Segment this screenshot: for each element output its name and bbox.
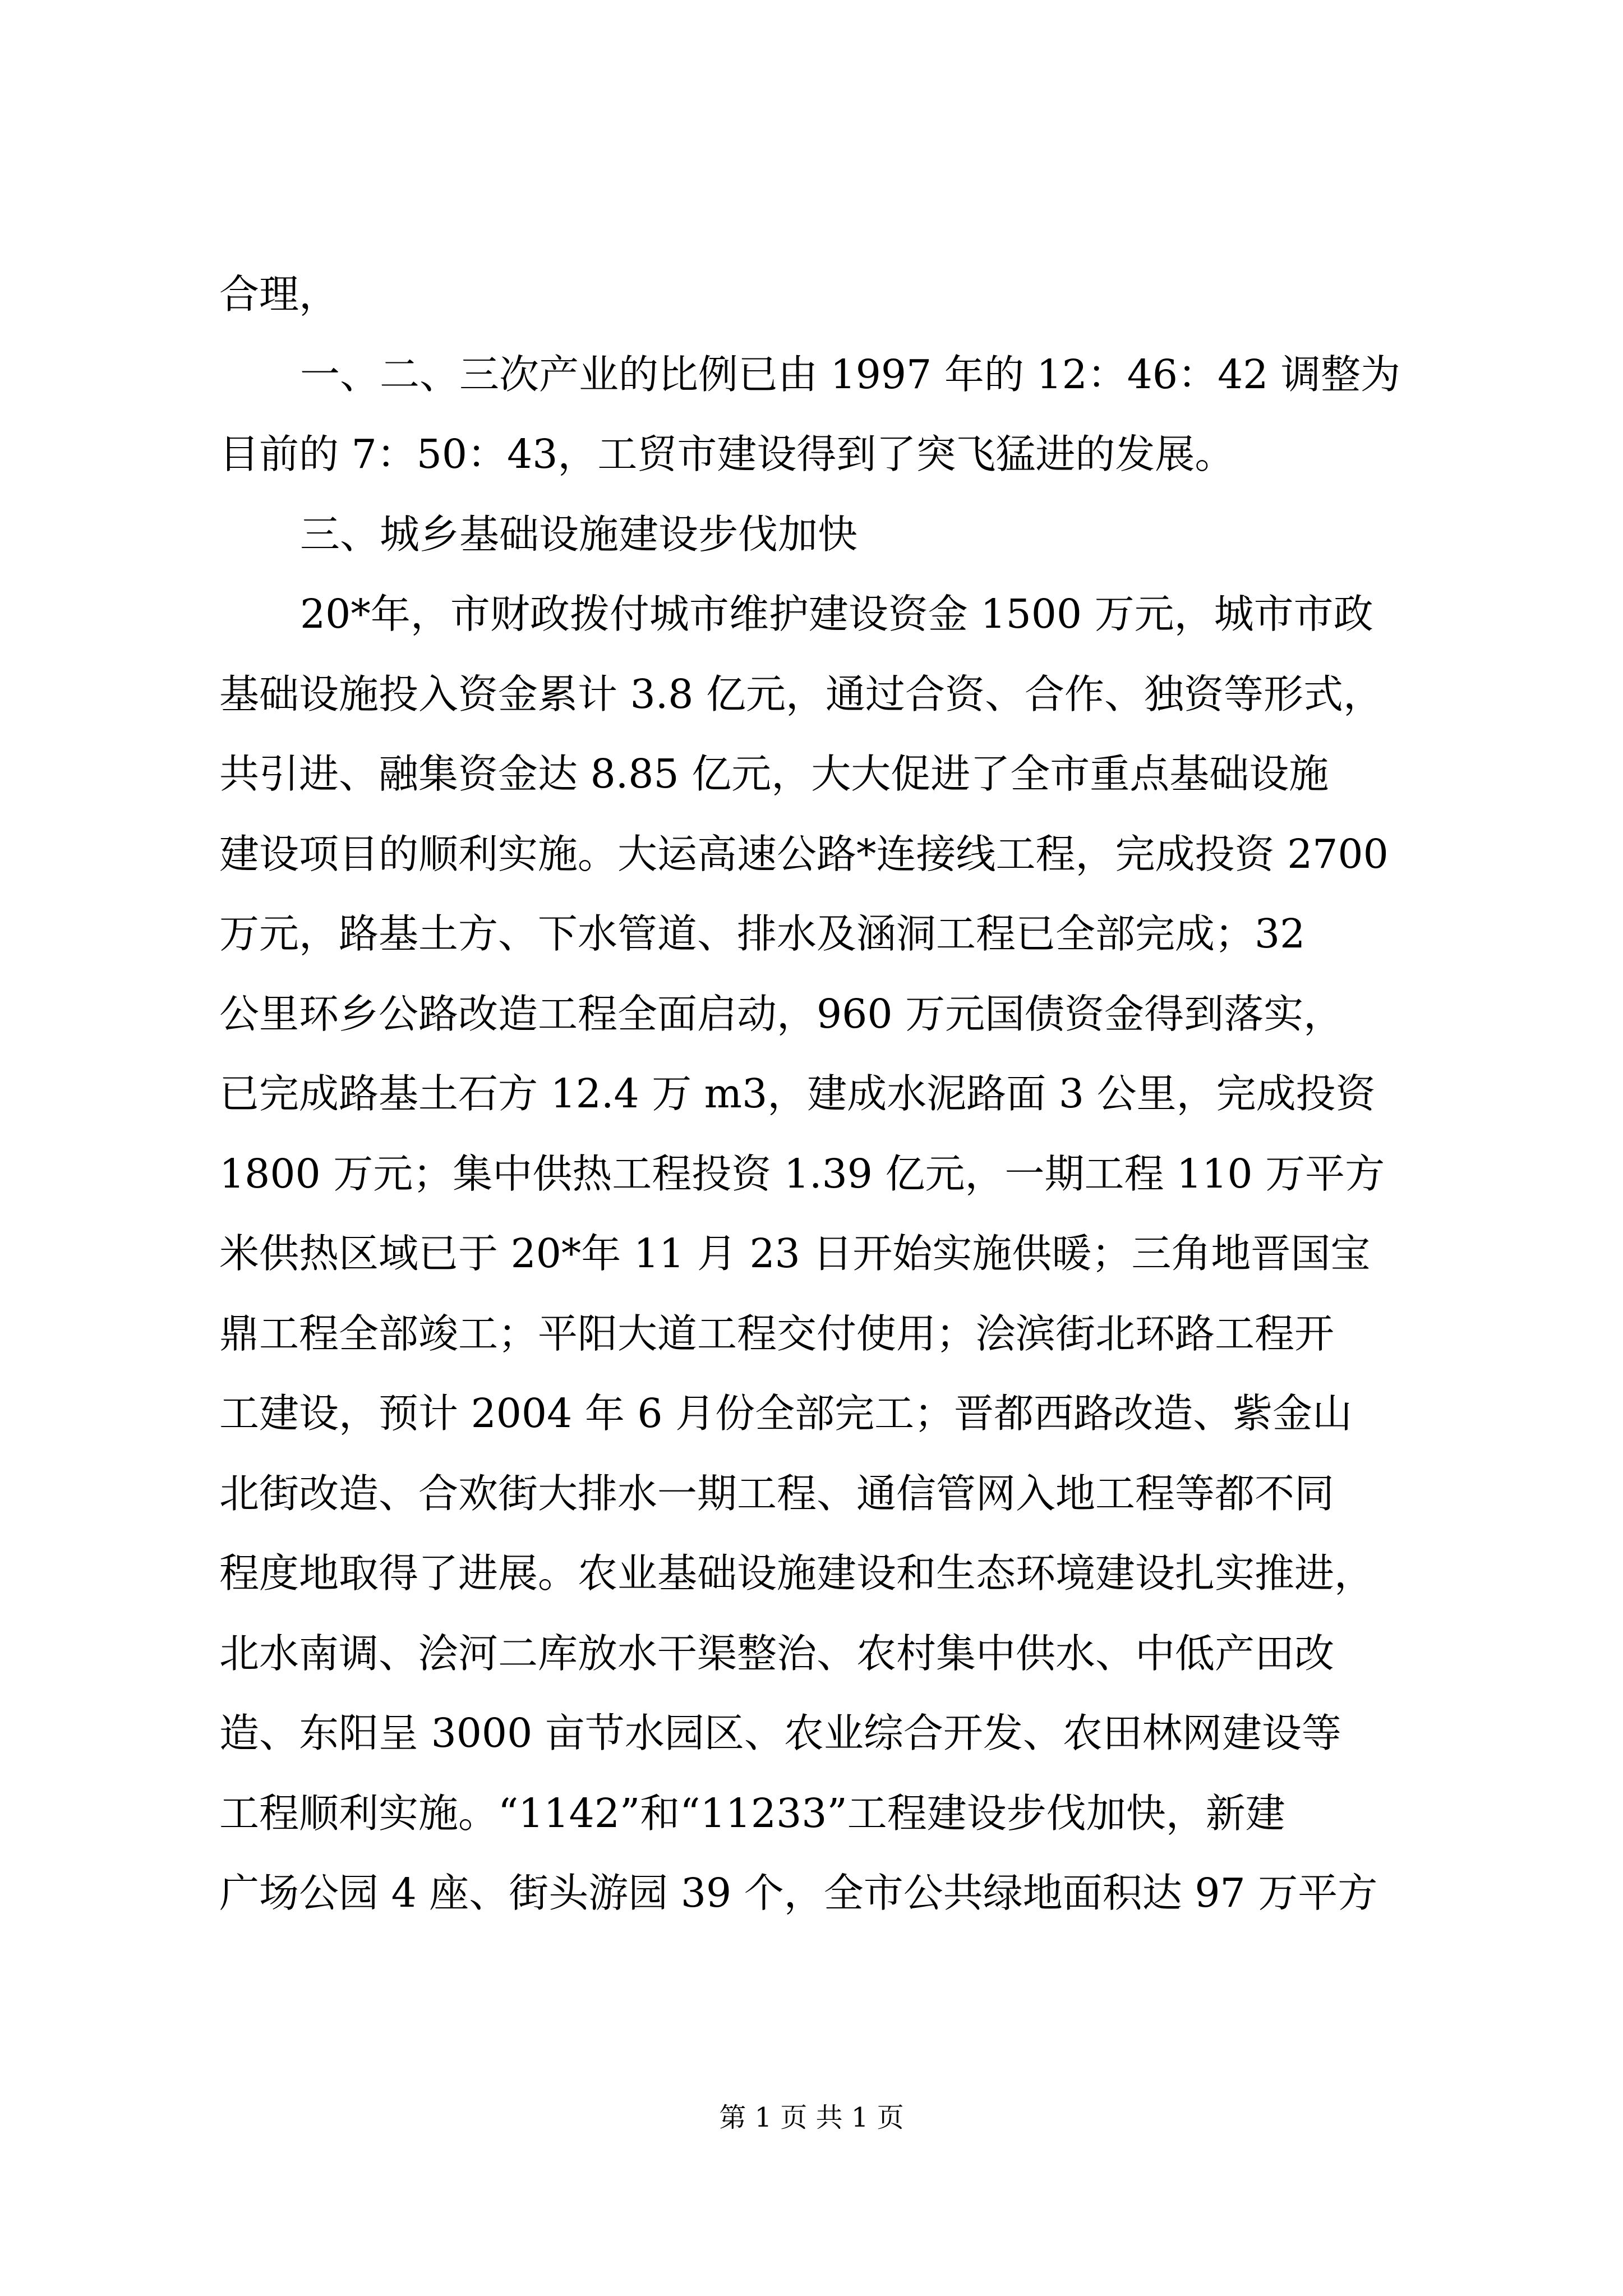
- text-line-7: 共引进、融集资金达 8.85 亿元，大大促进了全市重点基础设施: [219, 751, 1329, 797]
- text-line-2: 一、二、三次产业的比例已由 1997 年的 12：46：42 调整为: [300, 351, 1401, 398]
- text-line-12: 1800 万元；集中供热工程投资 1.39 亿元，一期工程 110 万平方: [219, 1150, 1385, 1197]
- text-line-11: 已完成路基土石方 12.4 万 m3，建成水泥路面 3 公里，完成投资: [219, 1070, 1376, 1117]
- text-line-5: 20*年，市财政拨付城市维护建设资金 1500 万元，城市市政: [300, 591, 1373, 637]
- page-number-label: 第 1 页 共 1 页: [719, 2102, 904, 2133]
- text-line-18: 北水南调、浍河二库放水干渠整治、农村集中供水、中低产田改: [219, 1630, 1335, 1677]
- text-line-21: 广场公园 4 座、街头游园 39 个，全市公共绿地面积达 97 万平方: [219, 1870, 1378, 1916]
- text-line-1: 合理，: [219, 271, 339, 318]
- text-line-9: 万元，路基土方、下水管道、排水及涵洞工程已全部完成；32: [219, 910, 1306, 957]
- text-line-10: 公里环乡公路改造工程全面启动，960 万元国债资金得到落实，: [219, 990, 1344, 1037]
- text-line-13: 米供热区域已于 20*年 11 月 23 日开始实施供暖；三角地晋国宝: [219, 1230, 1371, 1277]
- section-heading: 三、城乡基础设施建设步伐加快: [300, 510, 858, 558]
- text-line-14: 鼎工程全部竣工；平阳大道工程交付使用；浍滨街北环路工程开: [219, 1310, 1335, 1357]
- text-line-6: 基础设施投入资金累计 3.8 亿元，通过合资、合作、独资等形式，: [219, 670, 1384, 717]
- text-line-20: 工程顺利实施。“1142”和“11233”工程建设步伐加快，新建: [219, 1789, 1285, 1837]
- text-line-17: 程度地取得了进展。农业基础设施建设和生态环境建设扎实推进，: [219, 1550, 1375, 1596]
- text-line-3: 目前的 7：50：43，工贸市建设得到了突飞猛进的发展。: [219, 431, 1235, 477]
- text-line-15: 工建设，预计 2004 年 6 月份全部完工；晋都西路改造、紫金山: [219, 1390, 1353, 1437]
- text-line-8: 建设项目的顺利实施。大运高速公路*连接线工程，完成投资 2700: [219, 830, 1389, 877]
- text-line-16: 北街改造、合欢街大排水一期工程、通信管网入地工程等都不同: [219, 1470, 1335, 1517]
- page-footer: [0, 2101, 1623, 2134]
- text-line-19: 造、东阳呈 3000 亩节水园区、农业综合开发、农田林网建设等: [219, 1710, 1341, 1756]
- body-text: [219, 255, 1419, 1934]
